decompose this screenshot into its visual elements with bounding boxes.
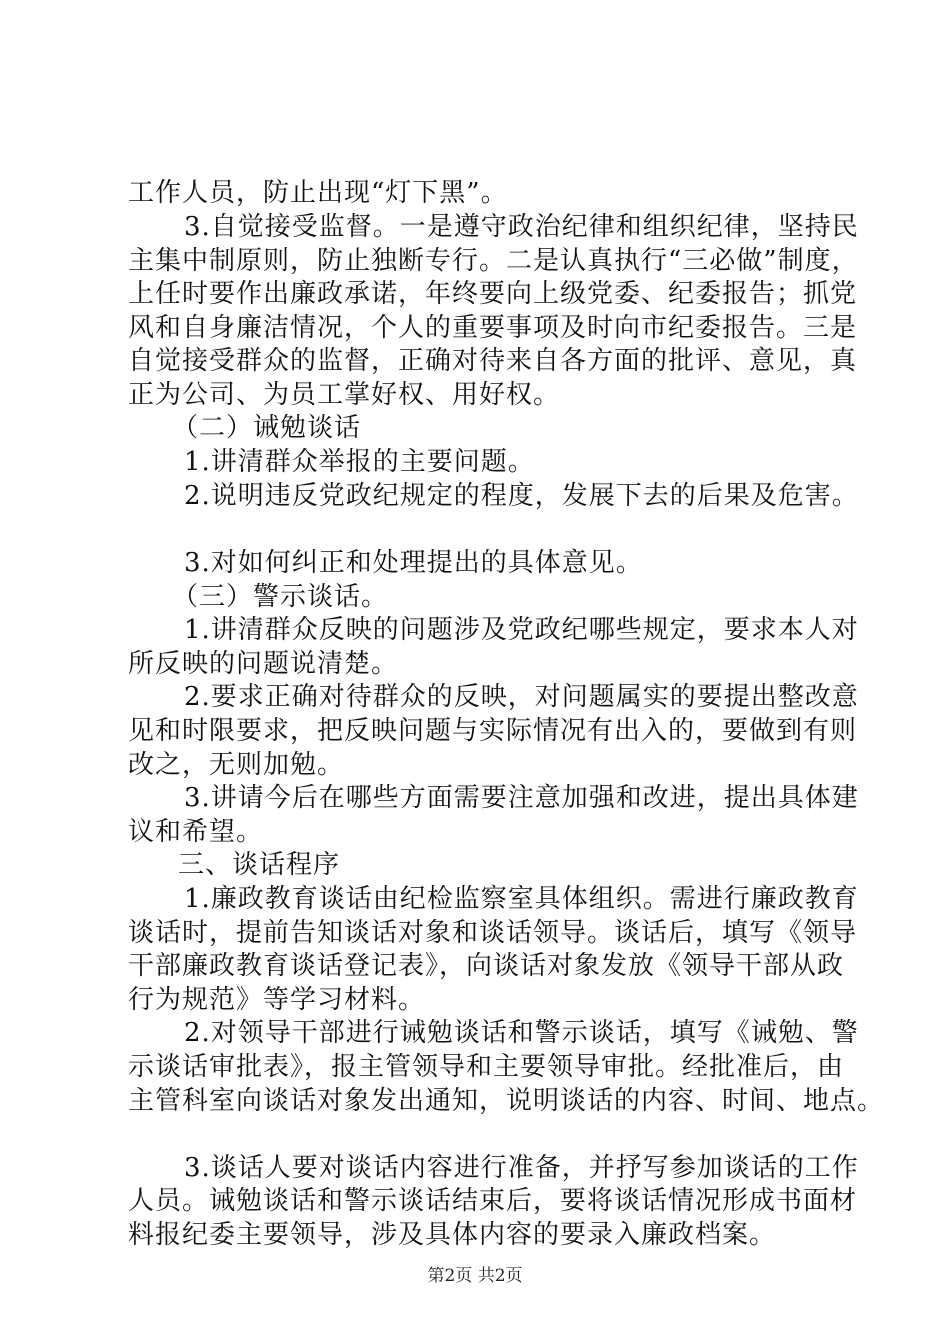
text-line: 自觉接受群众的监督，正确对待来自各方面的批评、意见，真	[128, 346, 858, 376]
text-line: 干部廉政教育谈话登记表》，向谈话对象发放《领导干部从政	[128, 951, 845, 981]
text-line: 示谈话审批表》，报主管领导和主要领导审批。经批准后，由	[128, 1052, 845, 1082]
text-line: 主集中制原则，防止独断专行。二是认真执行“三必做”制度，	[128, 246, 859, 276]
text-line: 所反映的问题说清楚。	[128, 649, 399, 679]
text-line: 谈话时，提前告知谈话对象和谈话领导。谈话后，填写《领导	[128, 918, 858, 948]
text-line: 议和希望。	[128, 817, 264, 847]
text-line: 行为规范》等学习材料。	[128, 985, 426, 1015]
text-line: 1.廉政教育谈话由纪检监察室具体组织。需进行廉政教育	[184, 884, 859, 914]
text-line: 工作人员，防止出现“灯下黑”。	[128, 178, 508, 208]
text-line: 2.说明违反党政纪规定的程度，发展下去的后果及危害。	[184, 481, 859, 511]
text-line: 3.讲请今后在哪些方面需要注意加强和改进，提出具体建	[184, 783, 859, 813]
page-number-footer: 第2页 共2页	[427, 1266, 523, 1286]
text-line: 2.要求正确对待群众的反映，对问题属实的要提出整改意	[184, 682, 859, 712]
text-line: 风和自身廉洁情况，个人的重要事项及时向市纪委报告。三是	[128, 313, 858, 343]
text-line: 3.谈话人要对谈话内容进行准备，并抒写参加谈话的工作	[184, 1153, 859, 1183]
text-line: 3.对如何纠正和处理提出的具体意见。	[184, 548, 643, 578]
section-heading: （二）诫勉谈话	[172, 413, 362, 443]
section-heading: （三）警示谈话。	[172, 582, 389, 612]
text-line: 料报纪委主要领导，涉及具体内容的要录入廉政档案。	[128, 1220, 777, 1250]
text-line: 上任时要作出廉政承诺，年终要向上级党委、纪委报告；抓党	[128, 279, 858, 309]
text-line: 人员。诫勉谈话和警示谈话结束后，要将谈话情况形成书面材	[128, 1186, 858, 1216]
text-line: 1.讲清群众举报的主要问题。	[184, 447, 535, 477]
section-heading: 三、谈话程序	[178, 850, 341, 880]
text-line: 2.对领导干部进行诫勉谈话和警示谈话，填写《诫勉、警	[184, 1018, 859, 1048]
text-line: 1.讲清群众反映的问题涉及党政纪哪些规定，要求本人对	[184, 615, 859, 645]
text-line: 3.自觉接受监督。一是遵守政治纪律和组织纪律，坚持民	[184, 212, 859, 242]
text-line: 见和时限要求，把反映问题与实际情况有出入的，要做到有则	[128, 716, 858, 746]
text-line: 改之，无则加勉。	[128, 750, 345, 780]
text-line: 正为公司、为员工掌好权、用好权。	[128, 380, 561, 410]
text-line: 主管科室向谈话对象发出通知，说明谈话的内容、时间、地点。	[128, 1086, 885, 1116]
